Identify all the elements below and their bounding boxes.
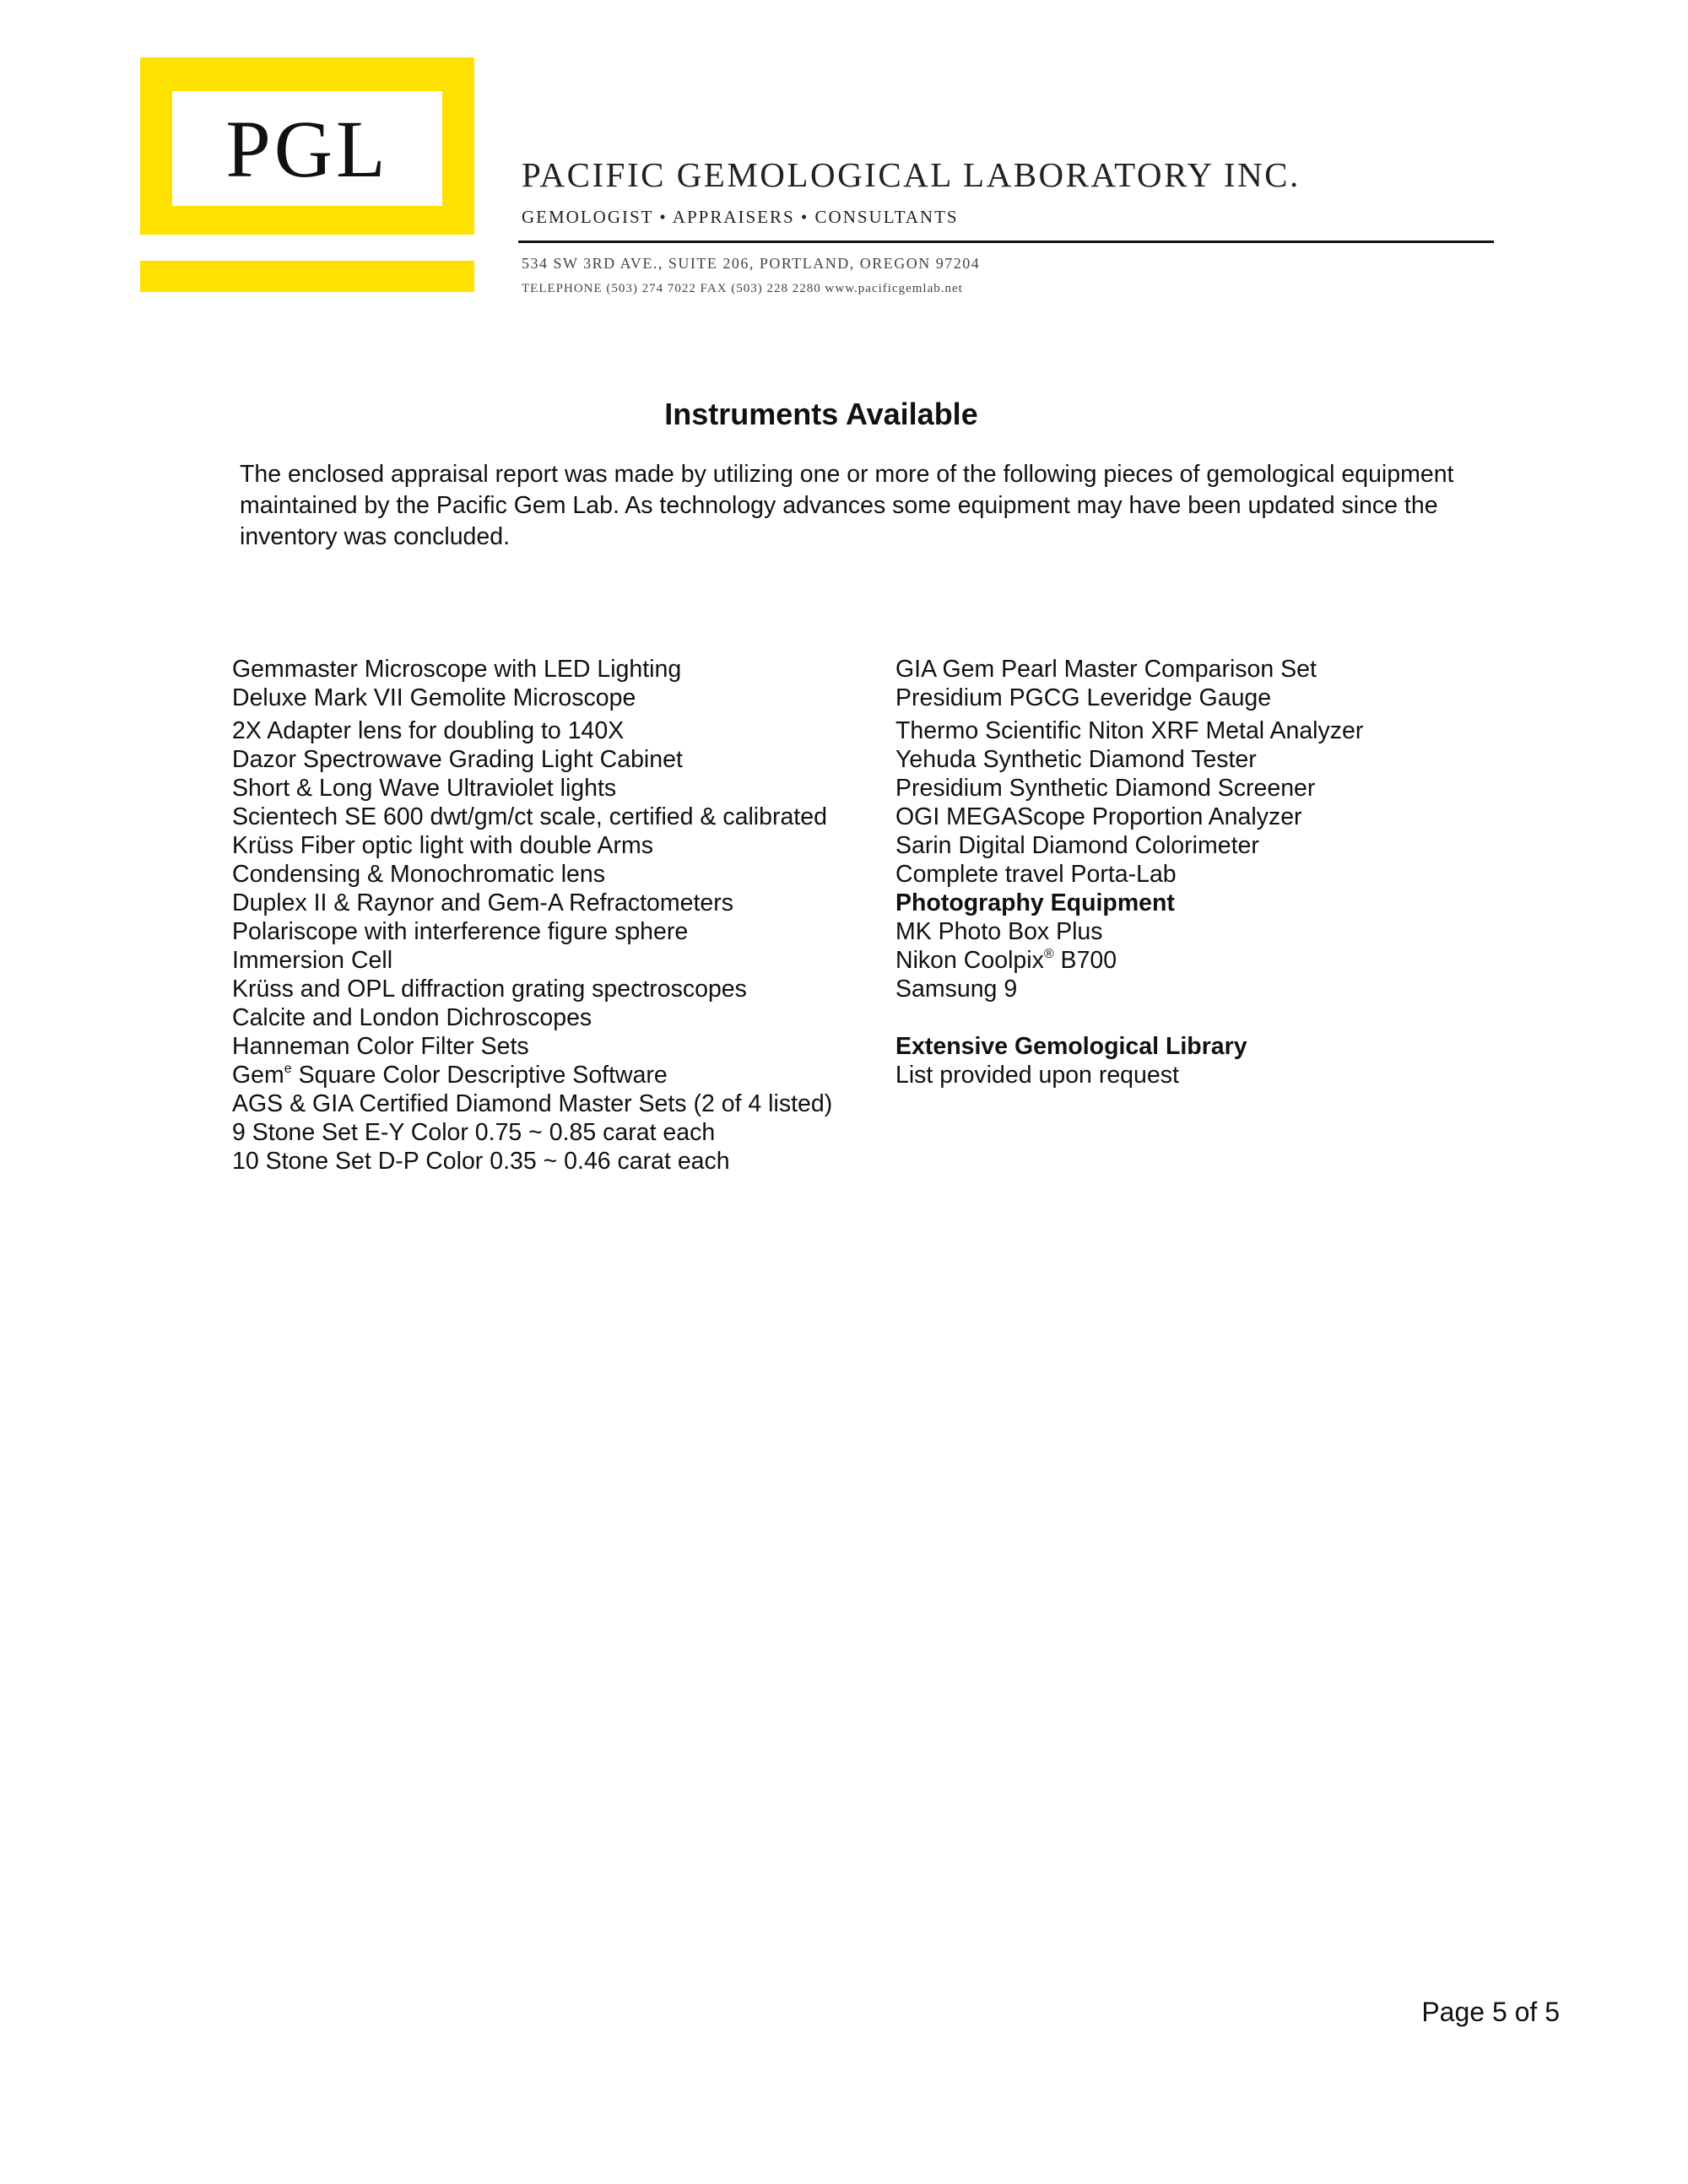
instrument-item: OGI MEGAScope Proportion Analyzer [895,803,1302,830]
list-spacer [895,1003,1537,1032]
instrument-item: Gemmaster Microscope with LED Lighting [232,656,682,683]
instrument-item: Hanneman Color Filter Sets [232,1033,529,1060]
photography-item [895,946,1537,975]
instrument-item: Krüss and OPL diffraction grating spectroscopes [232,976,747,1003]
instrument-item: Krüss Fiber optic light with double Arms [232,832,653,859]
company-address: 534 SW 3RD AVE., SUITE 206, PORTLAND, OREGON 97204 [522,255,981,272]
instrument-list-left [232,655,874,1176]
instrument-item [232,1061,874,1089]
photography-heading: Photography Equipment [895,889,1175,916]
library-note: List provided upon request [895,1062,1179,1089]
instrument-item: Presidium PGCG Leveridge Gauge [895,684,1272,711]
instrument-item: Scientech SE 600 dwt/gm/ct scale, certified & calibrated [232,803,827,830]
intro-paragraph: The enclosed appraisal report was made by utilizing one or more of the following pieces of gemological equipment maintained by the Pacific Gem Lab. As technology advances some equipment may have been updated since the inventory was concluded. [240,461,1454,550]
item-text: Nikon Coolpix [895,947,1044,974]
item-text: B700 [1053,947,1117,974]
photography-item: MK Photo Box Plus [895,918,1103,945]
instrument-item: Duplex II & Raynor and Gem-A Refractometers [232,889,733,916]
company-name: PACIFIC GEMOLOGICAL LABORATORY INC. [522,155,1301,194]
instrument-list-right [895,655,1537,1089]
instrument-item: Calcite and London Dichroscopes [232,1004,592,1031]
page-title: Instruments Available [664,397,978,431]
page-number: Page 5 of 5 [1421,1997,1560,2027]
instrument-item: Condensing & Monochromatic lens [232,861,605,888]
item-text: Square Color Descriptive Software [291,1062,668,1089]
instrument-item: Immersion Cell [232,947,393,974]
instrument-item: Short & Long Wave Ultraviolet lights [232,775,617,802]
company-contact: TELEPHONE (503) 274 7022 FAX (503) 228 2280 www.pacificgemlab.net [522,282,963,295]
library-heading: Extensive Gemological Library [895,1033,1247,1060]
instrument-item: GIA Gem Pearl Master Comparison Set [895,656,1317,683]
pgl-logo [140,57,474,235]
instrument-item: 10 Stone Set D-P Color 0.35 ~ 0.46 carat each [232,1148,730,1175]
instrument-item: AGS & GIA Certified Diamond Master Sets (2 of 4 listed) [232,1090,833,1117]
logo-inner-panel [172,91,442,206]
instrument-item: 2X Adapter lens for doubling to 140X [232,717,625,744]
instrument-item: Deluxe Mark VII Gemolite Microscope [232,684,636,711]
item-text: Gem [232,1062,284,1089]
instrument-item: Yehuda Synthetic Diamond Tester [895,746,1257,773]
instrument-item: Polariscope with interference figure sphere [232,918,689,945]
logo-text: PGL [225,103,389,194]
logo-accent-bar [140,261,474,292]
photography-item: Samsung 9 [895,976,1018,1003]
instrument-item: Sarin Digital Diamond Colorimeter [895,832,1259,859]
company-tagline: GEMOLOGIST • APPRAISERS • CONSULTANTS [522,207,959,227]
instrument-item: 9 Stone Set E-Y Color 0.75 ~ 0.85 carat each [232,1119,716,1146]
instrument-item: Complete travel Porta-Lab [895,861,1177,888]
instrument-item: Dazor Spectrowave Grading Light Cabinet [232,746,683,773]
item-superscript: ® [1043,946,1054,961]
header-divider [518,241,1494,243]
instrument-item: Thermo Scientific Niton XRF Metal Analyzer [895,717,1364,744]
item-superscript: e [284,1061,292,1076]
instrument-item: Presidium Synthetic Diamond Screener [895,775,1316,802]
